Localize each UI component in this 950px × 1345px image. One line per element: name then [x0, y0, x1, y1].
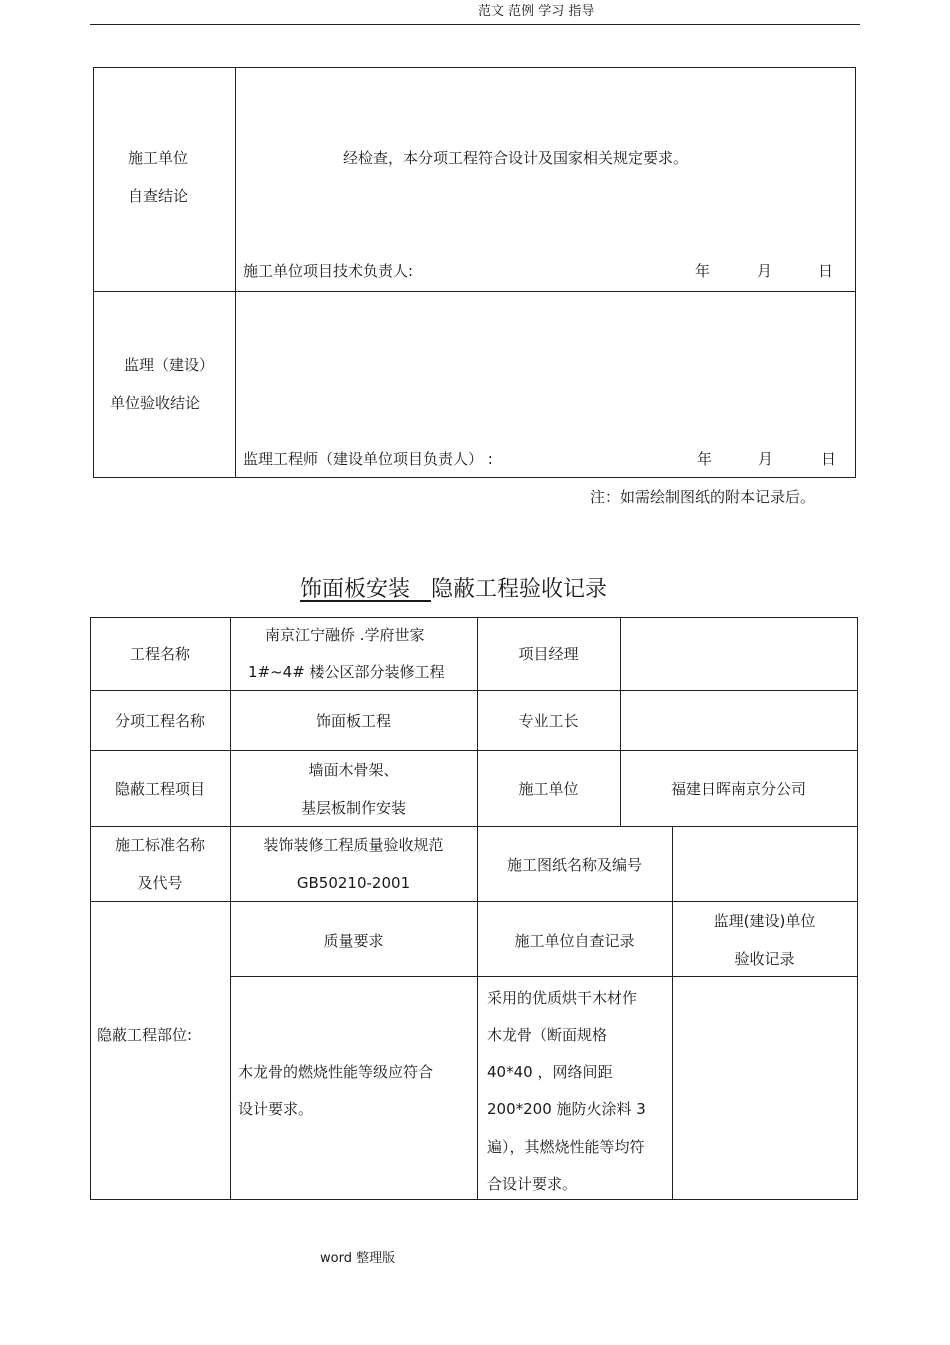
sub-project-label: 分项工程名称 — [114, 712, 205, 730]
supervision-signer: 监理工程师（建设单位项目负责人） : — [243, 450, 493, 468]
standard-value-line2: GB50210-2001 — [296, 874, 411, 892]
project-name-line2: 1#~4# 楼公区部分装修工程 — [248, 663, 445, 681]
supervision-year: 年 — [697, 450, 713, 468]
record-line: 合设计要求。 — [487, 1175, 578, 1193]
supervision-label-line1: 监理（建设） — [124, 356, 215, 374]
supervision-label-line2: 单位验收结论 — [110, 394, 201, 412]
quality-line1: 木龙骨的燃烧性能等级应符合 — [238, 1063, 434, 1081]
contractor-value: 福建日晖南京分公司 — [670, 780, 806, 798]
record-line: 采用的优质烘干木材作 — [487, 989, 638, 1007]
location-label: 隐蔽工程部位: — [97, 1026, 193, 1044]
self-check-statement: 经检查，本分项工程符合设计及国家相关规定要求。 — [343, 149, 689, 167]
supervision-month: 月 — [758, 450, 774, 468]
self-check-label-line2: 自查结论 — [128, 187, 189, 205]
record-line: 40*40 ，网络间距 — [487, 1063, 613, 1081]
section-title — [300, 577, 607, 603]
title-part1: 饰面板安装 — [300, 577, 411, 602]
hidden-item-line1: 墙面木骨架、 — [308, 761, 399, 779]
record-line: 遍），其燃烧性能等均符 — [487, 1138, 645, 1156]
supervision-header-line1: 监理(建设)单位 — [713, 912, 816, 930]
quality-line2: 设计要求。 — [238, 1100, 314, 1118]
header-rule — [90, 24, 860, 25]
project-name-line1: 南京江宁融侨 .学府世家 — [265, 626, 425, 644]
drawing-label: 施工图纸名称及编号 — [506, 856, 642, 874]
record-line: 木龙骨（断面规格 — [487, 1026, 608, 1044]
selfcheck-header: 施工单位自查记录 — [514, 932, 635, 950]
self-check-label-line1: 施工单位 — [128, 149, 189, 167]
standard-label-line2: 及代号 — [137, 874, 183, 892]
page-header: 范文 范例 学习 指导 — [478, 4, 595, 19]
hidden-item-line2: 基层板制作安装 — [300, 799, 406, 817]
note: 注：如需绘制图纸的附本记录后。 — [590, 488, 816, 506]
foreman-label: 专业工长 — [518, 712, 579, 730]
supervision-day: 日 — [821, 450, 837, 468]
project-name-label: 工程名称 — [129, 645, 190, 663]
contractor-label: 施工单位 — [518, 780, 579, 798]
page-footer: word 整理版 — [320, 1251, 396, 1266]
supervision-header-line2: 验收记录 — [734, 950, 795, 968]
self-check-year: 年 — [695, 262, 711, 280]
self-check-month: 月 — [757, 262, 773, 280]
quality-header: 质量要求 — [323, 932, 384, 950]
project-manager-label: 项目经理 — [518, 645, 579, 663]
standard-label-line1: 施工标准名称 — [114, 836, 205, 854]
self-check-day: 日 — [818, 262, 834, 280]
self-check-signer: 施工单位项目技术负责人: — [243, 262, 414, 280]
title-part2: 隐蔽工程验收记录 — [431, 577, 608, 602]
standard-value-line1: 装饰装修工程质量验收规范 — [263, 836, 444, 854]
hidden-item-label: 隐蔽工程项目 — [114, 780, 205, 798]
record-line: 200*200 施防火涂料 3 — [487, 1100, 646, 1118]
title-underline-gap — [410, 577, 431, 602]
sub-project-value: 饰面板工程 — [315, 712, 391, 730]
